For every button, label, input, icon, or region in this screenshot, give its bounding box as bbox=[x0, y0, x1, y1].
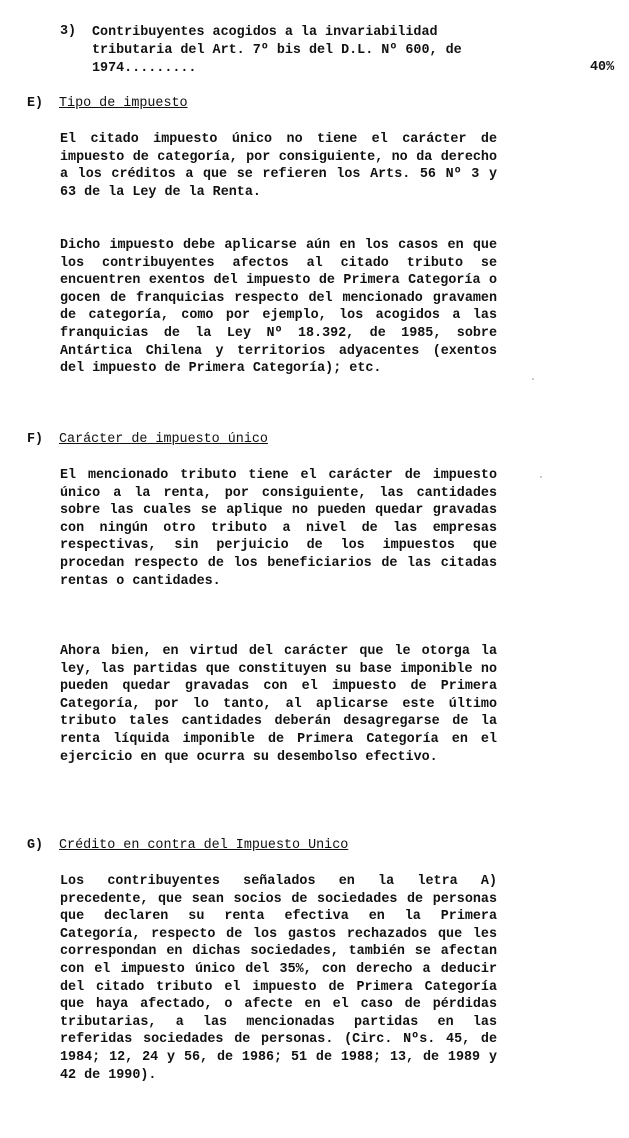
section-letter: G) bbox=[27, 838, 44, 853]
rate-value: 40% bbox=[590, 60, 615, 75]
scan-speck bbox=[540, 476, 542, 478]
paragraph: Ahora bien, en virtud del carácter que le otorga la ley, las partidas que constituyen su base imponible no pueden quedar gravadas con el impuesto de Primera Categoría, por lo tanto, al aplicarse este último tributo tales cantidades deberán desagregarse de la renta líquida imponible de Primera Categoría en el ejercicio en que ocurra su desembolso efectivo. bbox=[60, 644, 497, 765]
section-letter: E) bbox=[27, 96, 44, 111]
section-title: Carácter de impuesto único bbox=[59, 432, 268, 447]
paragraph: Los contribuyentes señalados en la letra A) precedente, que sean socios de sociedades de personas que declaren su renta efectiva en la Primera Categoría, respecto de los gastos rechazados que les correspondan en dichas sociedades, también se afectan con el impuesto único del 35%, con derecho a deducir del citado tributo el impuesto de Primera Categoría que haya afectado, o afecte en el caso de pérdidas tributarias, a las mencionadas partidas en las referidas sociedades de personas. (Circ. Nºs. 45, de 1984; 12, 24 y 56, de 1986; 51 de 1988; 13, de 1989 y 42 de 1990). bbox=[60, 874, 497, 1083]
section-title: Tipo de impuesto bbox=[59, 96, 188, 111]
section-heading-g bbox=[27, 838, 348, 853]
section-heading-e bbox=[27, 96, 188, 111]
section-letter: F) bbox=[27, 432, 44, 447]
paragraph: El mencionado tributo tiene el carácter de impuesto único a la renta, por consiguiente, las cantidades sobre las cuales se aplique no pueden quedar gravadas con ningún otro tributo a nivel de las empresas respectivas, sin perjuicio de los impuestos que procedan respecto de los beneficiarios de las citadas rentas o cantidades. bbox=[60, 468, 497, 589]
scan-speck bbox=[532, 378, 534, 380]
section-title: Crédito en contra del Impuesto Unico bbox=[59, 838, 349, 853]
list-item-number: 3) bbox=[60, 24, 77, 39]
section-heading-f bbox=[27, 432, 268, 447]
list-item-text: Contribuyentes acogidos a la invariabilidad tributaria del Art. 7º bis del D.L. Nº 600, de 1974......... bbox=[92, 25, 462, 76]
paragraph: Dicho impuesto debe aplicarse aún en los casos en que los contribuyentes afectos al citado tributo se encuentren exentos del impuesto de Primera Categoría o gocen de franquicias respecto del mencionado gravamen de categoría, como por ejemplo, los acogidos a las franquicias de la Ley Nº 18.392, de 1985, sobre Antártica Chilena y territorios adyacentes (exentos del impuesto de Primera Categoría); etc. bbox=[60, 238, 497, 377]
paragraph: El citado impuesto único no tiene el carácter de impuesto de categoría, por consiguiente, no da derecho a los créditos a que se refieren los Arts. 56 Nº 3 y 63 de la Ley de la Renta. bbox=[60, 132, 497, 200]
